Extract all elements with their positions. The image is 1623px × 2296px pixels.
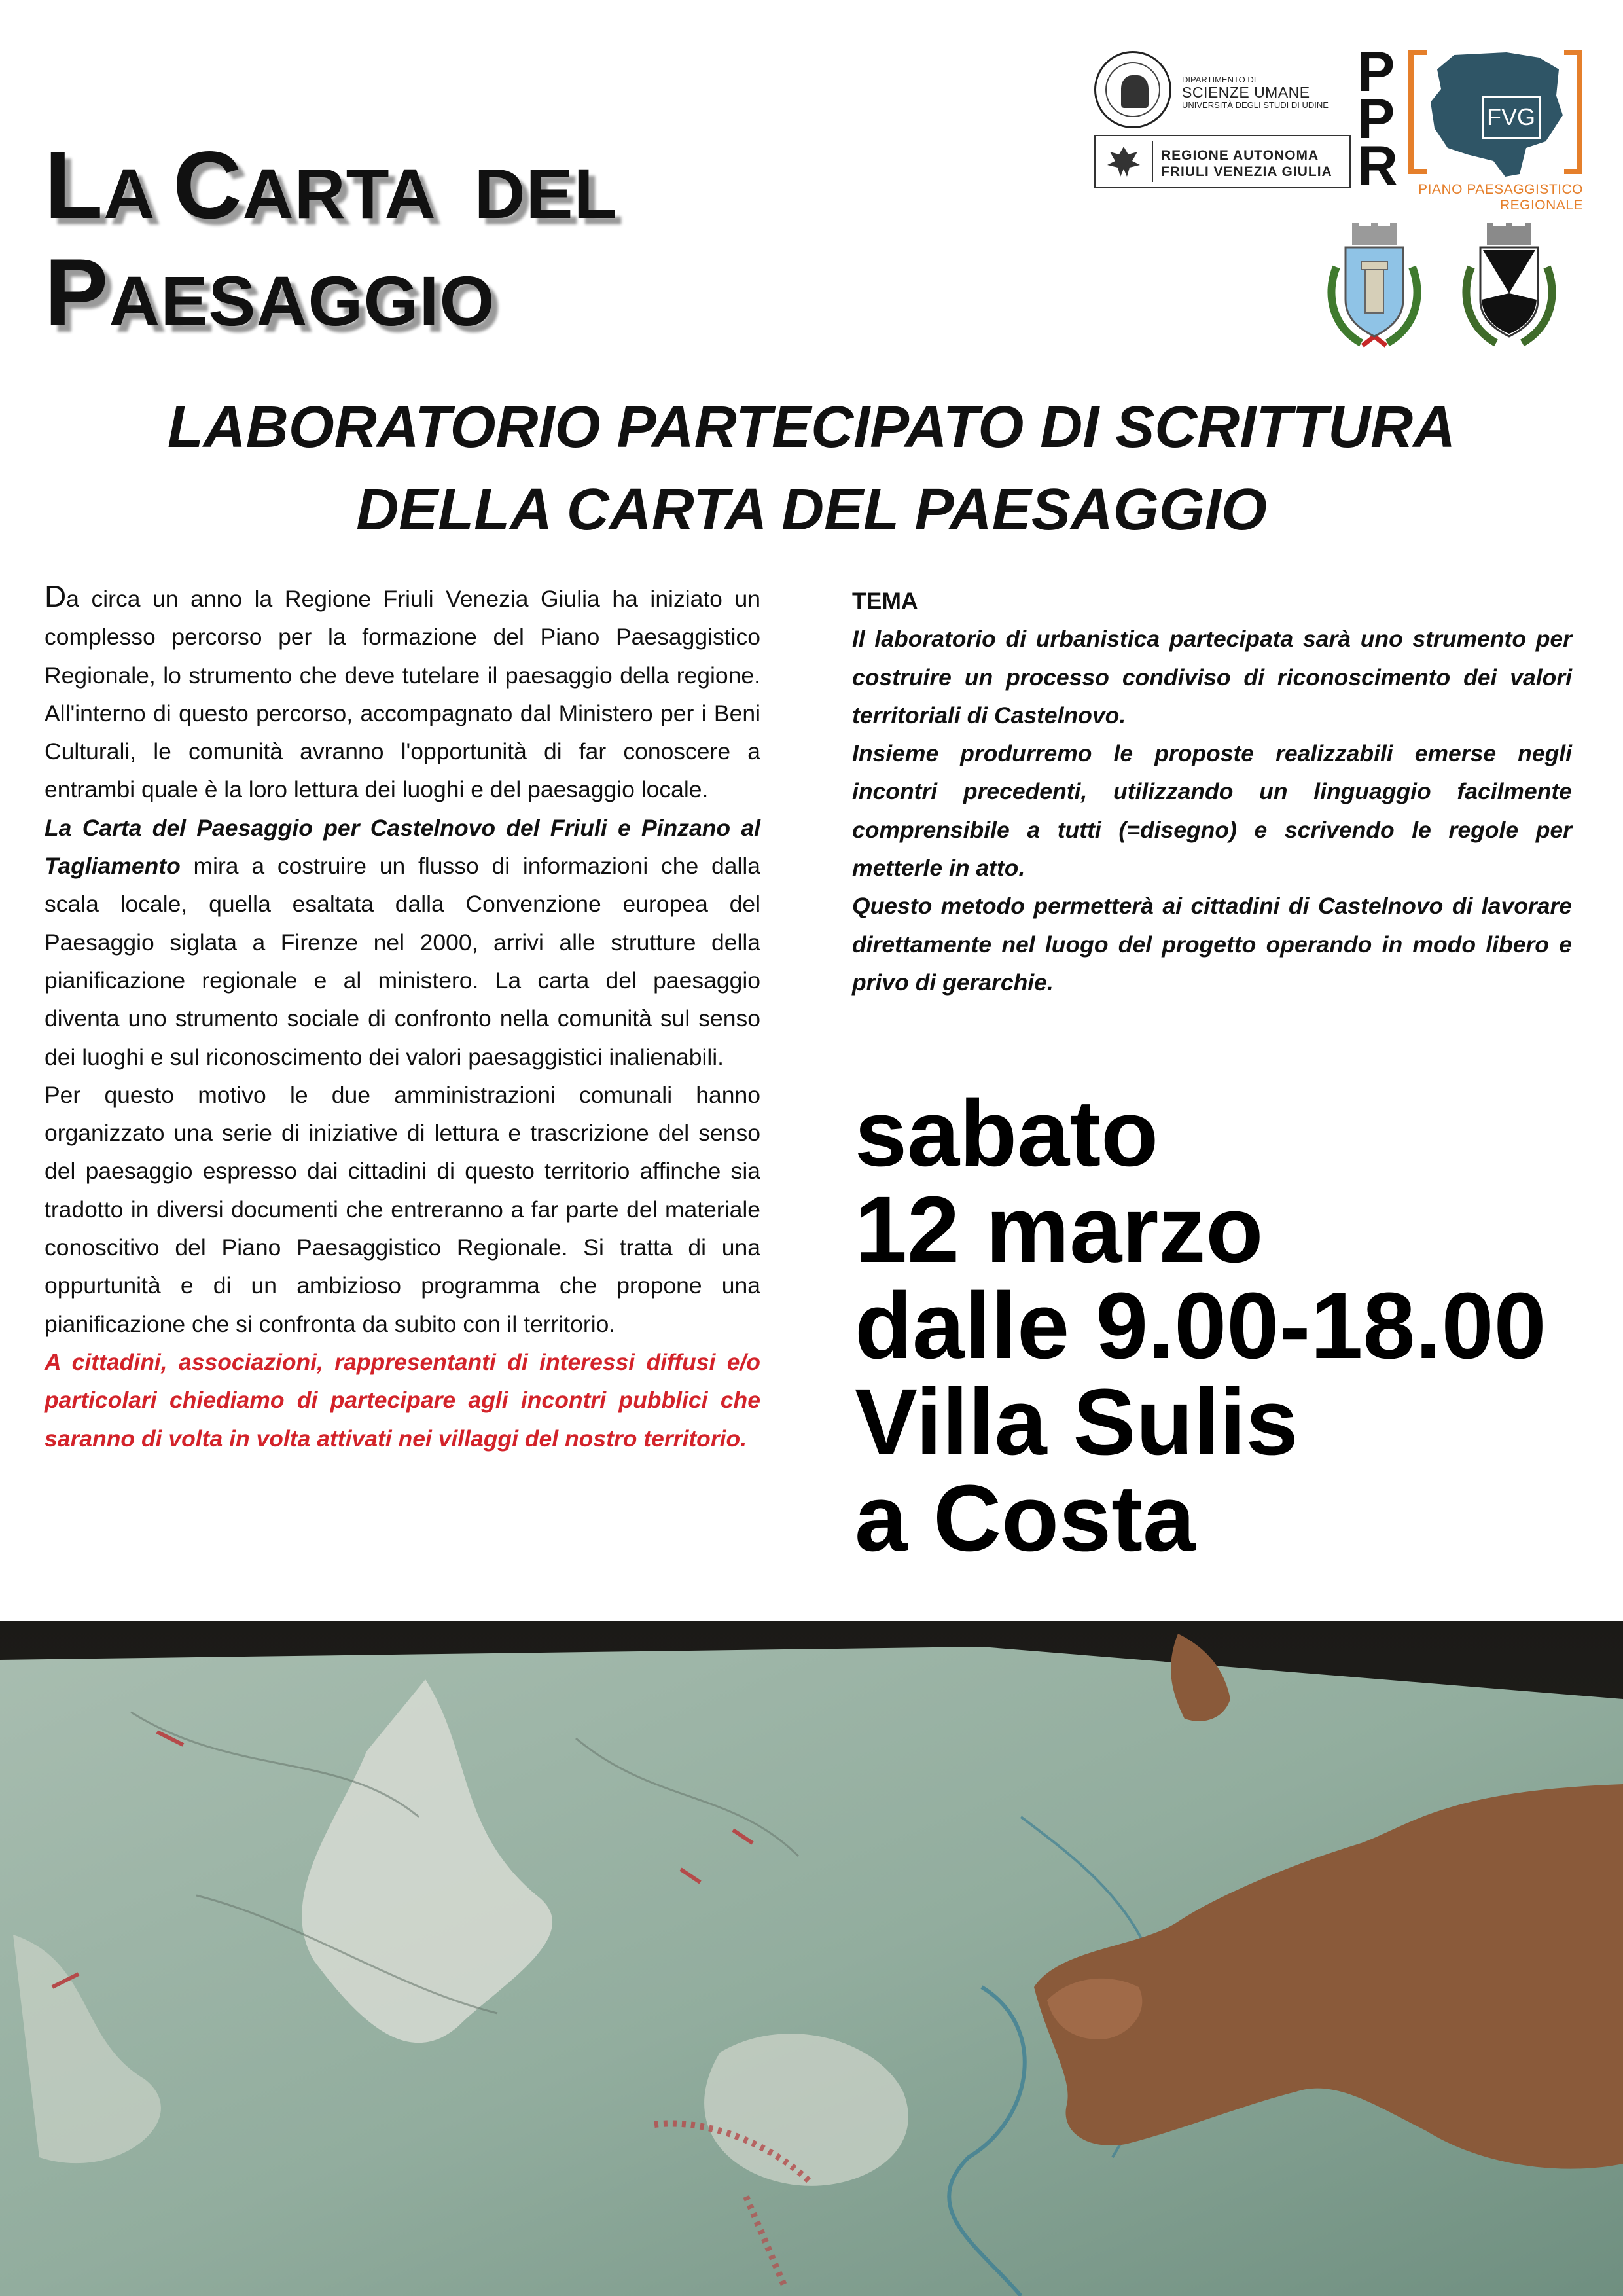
intro-text-column (45, 577, 760, 1458)
university-logo-text: DIPARTIMENTO DI SCIENZE UMANE UNIVERSITÀ DEGLI STUDI DI UDINE (1182, 75, 1329, 110)
tema-heading: TEMA (852, 588, 918, 614)
ppr-bracket-right (1564, 50, 1582, 174)
intro-paragraph-2: La Carta del Paesaggio per Castelnovo del Friuli e Pinzano al Tagliamento mira a costruire un flusso di informazioni che dalla scala locale, quella esaltata dalla Convenzione europea del Paesaggio siglata a Firenze nel 2000, arrivi alle strutture della pianificazione regionale e al ministero. La carta del paesaggio diventa uno strumento sociale di confronto nella comunità sul senso dei luoghi e sul riconoscimento dei valori paesaggistici inalienabili. (45, 814, 760, 1070)
event-day: sabato (855, 1081, 1159, 1186)
poster-title (45, 132, 863, 346)
event-details (855, 1081, 1607, 1571)
event-place: a Costa (855, 1465, 1196, 1571)
ppr-fvg-label: FVG (1482, 96, 1541, 139)
title-line-1: LA CARTA DEL (45, 132, 618, 238)
coat-of-arms-pinzano-icon (1457, 221, 1561, 359)
subtitle-line-2: DELLA CARTA DEL PAESAGGIO (356, 477, 1267, 543)
ppr-caption: PIANO PAESAGGISTICO REGIONALE (1418, 182, 1583, 213)
coat-of-arms-castelnovo-icon (1322, 221, 1427, 359)
ppr-logo (1357, 41, 1583, 213)
call-to-participate: A cittadini, associazioni, rappresentanti di interessi diffusi e/o particolari chiediamo di partecipare agli incontri pubblici che saranno di volta in volta attivati nei villaggi del nostro territorio. (45, 1348, 760, 1452)
intro-paragraph-3: Per questo motivo le due amministrazioni comunali hanno organizzato una serie di iniziative di lettura e trascrizione del senso del paesaggio espresso dai cittadini di questo territorio affinche sia tradotto in diversi documenti che entreranno a far parte del materiale conoscitivo del Piano Paesaggistico Regionale. Si tratta di una oppurtunità e di un ambizioso programma che propone una pianificazione che si confronta da subito con il territorio. (45, 1081, 760, 1337)
university-seal-icon (1094, 51, 1171, 128)
region-eagle-icon (1105, 143, 1143, 181)
ppr-letters: P P R (1357, 41, 1399, 198)
intro-paragraph-1: Da circa un anno la Regione Friuli Venezia Giulia ha iniziato un complesso percorso per la formazione del Piano Paesaggistico Regionale, lo strumento che deve tutelare il paesaggio della regione. All'interno di questo percorso, accompagnato dal Ministero per i Beni Culturali, le comunità avranno l'opportunità di far conoscere a entrambi quale è la loro lettura dei luoghi e del paesaggio locale. (45, 579, 760, 803)
university-logo (1094, 51, 1356, 128)
event-time: dalle 9.00-18.00 (855, 1273, 1546, 1378)
region-logo-divider (1152, 141, 1153, 182)
tema-text-column (852, 582, 1572, 1001)
ppr-bracket-left (1408, 50, 1427, 174)
poster-subtitle (39, 386, 1584, 551)
region-logo-text: REGIONE AUTONOMA FRIULI VENEZIA GIULIA (1161, 148, 1332, 179)
event-venue: Villa Sulis (855, 1369, 1298, 1475)
title-line-2: PAESAGGIO (45, 239, 495, 346)
event-date: 12 marzo (855, 1177, 1264, 1282)
region-logo (1094, 135, 1351, 188)
tema-paragraph-1: Il laboratorio di urbanistica partecipata sarà uno strumento per costruire un processo condiviso di riconoscimento dei valori territoriali di Castelnovo. (852, 626, 1572, 728)
tema-paragraph-2: Insieme produrremo le proposte realizzabili emerse negli incontri precedenti, utilizzando un linguaggio facilmente comprensibile a tutti (=disegno) e scrivendo le regole per metterle in atto. (852, 740, 1572, 882)
tema-paragraph-3: Questo metodo permetterà ai cittadini di Castelnovo di lavorare direttamente nel luogo del progetto operando in modo libero e privo di gerarchie. (852, 893, 1572, 996)
subtitle-line-1: LABORATORIO PARTECIPATO DI SCRITTURA (167, 395, 1456, 460)
map-drawing-photo (0, 1621, 1623, 2296)
